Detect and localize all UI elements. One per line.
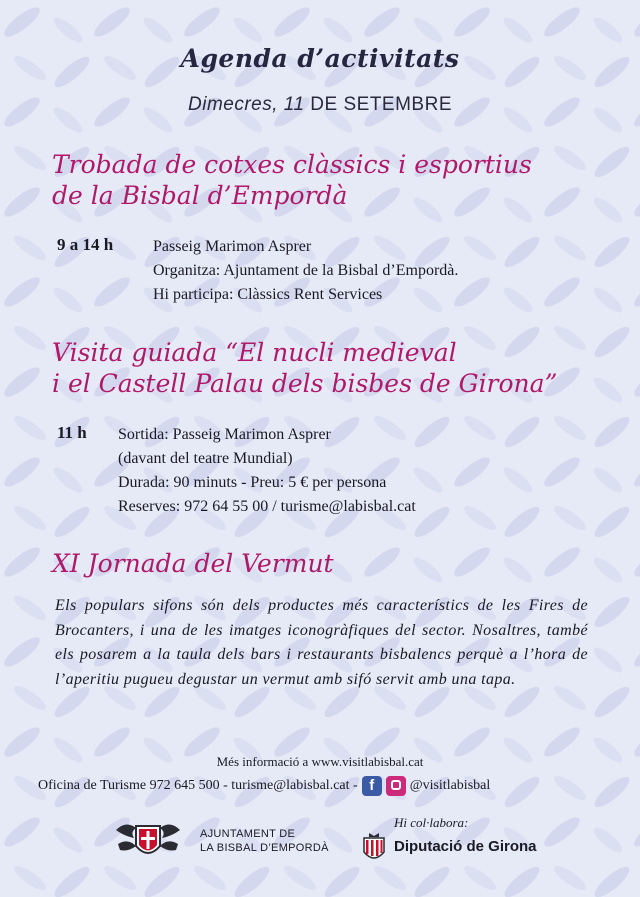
event-1-time: 9 a 14 h xyxy=(57,235,114,254)
event-2-reservations[interactable]: Reserves: 972 64 55 00 / turisme@labisbal.cat xyxy=(118,498,416,515)
date-month: DE SETEMBRE xyxy=(310,94,452,115)
event-3-title-line-1: XI Jornada del Vermut xyxy=(52,549,334,578)
event-2-details xyxy=(118,423,416,519)
event-1-title xyxy=(52,149,532,211)
event-2-title-line-2: i el Castell Palau dels bisbes de Girona” xyxy=(52,369,558,398)
event-2-title-line-1: Visita guiada “El nucli medieval xyxy=(52,338,457,367)
event-1-title-line-2: de la Bisbal d’Empordà xyxy=(52,181,348,210)
facebook-icon[interactable]: f xyxy=(362,776,382,796)
event-2-duration-price: Durada: 90 minuts - Preu: 5 € per persona xyxy=(118,474,387,491)
event-1-organizer: Organitza: Ajuntament de la Bisbal d’Empordà. xyxy=(153,262,459,279)
diputacio-shield-icon xyxy=(360,832,388,864)
page-title: Agenda d’activitats xyxy=(180,44,460,73)
instagram-icon[interactable] xyxy=(386,776,406,796)
event-1-details xyxy=(153,235,458,307)
ajuntament-label-line-1: AJUNTAMENT DE xyxy=(200,828,296,840)
event-2-start-note: (davant del teatre Mundial) xyxy=(118,450,293,467)
diputacio-label: Diputació de Girona xyxy=(394,838,537,855)
ajuntament-label xyxy=(200,827,329,855)
office-text: Oficina de Turisme 972 645 500 - turisme@labisbal.cat - xyxy=(38,778,358,793)
date-day: Dimecres, 11 xyxy=(188,94,305,115)
event-2-title xyxy=(52,337,557,399)
event-1-participant: Hi participa: Clàssics Rent Services xyxy=(153,286,383,303)
event-1-location: Passeig Marimon Asprer xyxy=(153,238,312,255)
more-info-link[interactable]: Més informació a www.visitlabisbal.cat xyxy=(216,754,424,769)
ajuntament-label-line-2: LA BISBAL D’EMPORDÀ xyxy=(200,842,329,854)
collaborates-label: Hi col·labora: xyxy=(394,815,469,830)
event-date xyxy=(0,94,640,116)
tourism-office-contact xyxy=(38,776,490,796)
event-3-title xyxy=(52,548,334,579)
ajuntament-crest-icon xyxy=(108,816,188,866)
event-2-start: Sortida: Passeig Marimon Asprer xyxy=(118,426,331,443)
event-2-time: 11 h xyxy=(57,423,87,442)
social-handle[interactable]: @visitlabisbal xyxy=(409,778,491,793)
event-3-description: Els populars sifons són dels productes més característics de les Fires de Brocanters, i una de les imatges iconogràfiques del sector. Nosaltres, també els posarem a la taula dels bars i restaurants bisbalencs perquè a l’hora de l’aperitiu pugueu degustar un vermut amb sifó servit amb una tapa. xyxy=(55,597,588,688)
event-1-title-line-1: Trobada de cotxes clàssics i esportius xyxy=(52,150,532,179)
